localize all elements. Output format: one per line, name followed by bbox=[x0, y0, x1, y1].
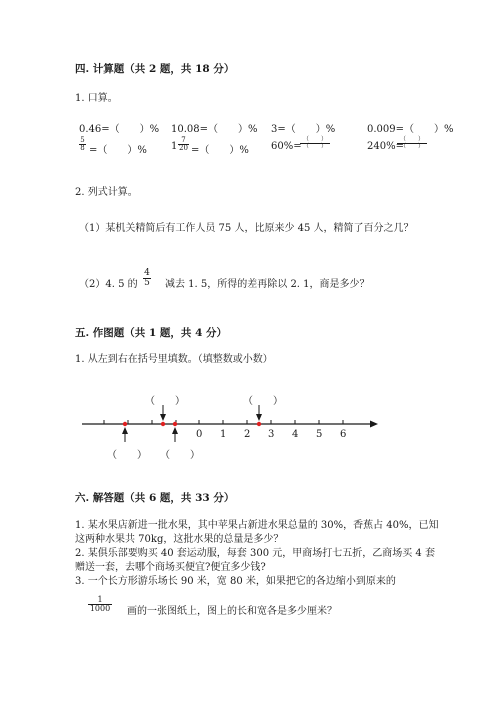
red-point bbox=[257, 422, 261, 426]
tick-label: 3 bbox=[268, 429, 275, 440]
calc-item: 10.08=（ ）% bbox=[171, 124, 258, 135]
calc-item-head: 60%= bbox=[271, 141, 302, 152]
answer-paren: （ ） bbox=[145, 396, 185, 407]
problem-3-line: 3. 一个长方形游乐场长 90 米，宽 80 米，如果把它的各边缩小到原来的 bbox=[75, 576, 396, 587]
question-1-label: 1. 口算。 bbox=[75, 93, 118, 104]
tick-label: 6 bbox=[340, 429, 347, 440]
fraction: （ ） （ ） bbox=[300, 137, 330, 150]
problem-1-line: 这两种水果共 70kg，这批水果的总量是多少？ bbox=[75, 534, 284, 545]
question-1-label: 1. 从左到右在括号里填数。（填整数或小数） bbox=[75, 354, 273, 365]
up-arrow-head bbox=[122, 427, 128, 434]
section-6-title: 六. 解答题（共 6 题，共 33 分） bbox=[75, 492, 235, 504]
fraction: 4 5 bbox=[144, 268, 150, 288]
axis-arrow-head bbox=[370, 421, 378, 428]
red-point bbox=[173, 422, 177, 426]
tick-label: 4 bbox=[292, 429, 299, 440]
question-2-1: （1）某机关精简后有工作人员 75 人，比原来少 45 人，精简了百分之几？ bbox=[79, 223, 414, 234]
calc-item-tail: =（ ）% bbox=[89, 145, 147, 156]
problem-1-line: 1. 某水果店新进一批水果，其中苹果占新进水果总量的 30%，香蕉占 40%，已知 bbox=[75, 520, 439, 531]
fraction: 7 20 bbox=[179, 136, 188, 152]
problem-2-line: 2. 某俱乐部要购买 40 套运动服，每套 300 元，甲商场打七五折，乙商场买 4 套 bbox=[75, 548, 435, 559]
up-arrow-head bbox=[172, 427, 178, 434]
section-4-title: 四. 计算题（共 2 题，共 18 分） bbox=[75, 63, 235, 75]
problem-2-line: 赠送一套，去哪个商场买便宜?便宜多少钱? bbox=[75, 562, 266, 573]
tick-label: 2 bbox=[244, 429, 251, 440]
fraction: （ ） （ ） bbox=[397, 137, 427, 150]
red-point bbox=[123, 422, 127, 426]
answer-paren: （ ） bbox=[107, 450, 147, 461]
red-point bbox=[161, 422, 165, 426]
question-2-2-tail: 减去 1. 5，所得的差再除以 2. 1，商是多少？ bbox=[165, 279, 370, 290]
tick-label: 5 bbox=[316, 429, 323, 440]
tick-label: 1 bbox=[220, 429, 227, 440]
calc-item-tail: =（ ）% bbox=[191, 145, 249, 156]
answer-paren: （ ） bbox=[160, 450, 200, 461]
fraction: 1 1000 bbox=[89, 595, 111, 613]
question-2-2-head: （2）4. 5 的 bbox=[79, 279, 138, 290]
mixed-whole: 1 bbox=[171, 141, 178, 152]
fraction: 5 8 bbox=[80, 136, 85, 152]
calc-item: 0.009=（ ）% bbox=[367, 124, 454, 135]
calc-item: 3=（ ）% bbox=[271, 124, 336, 135]
down-arrow-head bbox=[256, 414, 262, 421]
down-arrow-head bbox=[160, 414, 166, 421]
problem-3-tail: 画的一张图纸上，图上的长和宽各是多少厘米？ bbox=[127, 606, 337, 617]
calc-item: 0.46=（ ）% bbox=[79, 124, 160, 135]
tick-label: 0 bbox=[196, 429, 203, 440]
section-5-title: 五. 作图题（共 1 题，共 4 分） bbox=[75, 327, 228, 339]
answer-paren: （ ） bbox=[243, 396, 283, 407]
calc-item-head: 240%= bbox=[367, 141, 404, 152]
question-2-label: 2. 列式计算。 bbox=[75, 187, 138, 198]
